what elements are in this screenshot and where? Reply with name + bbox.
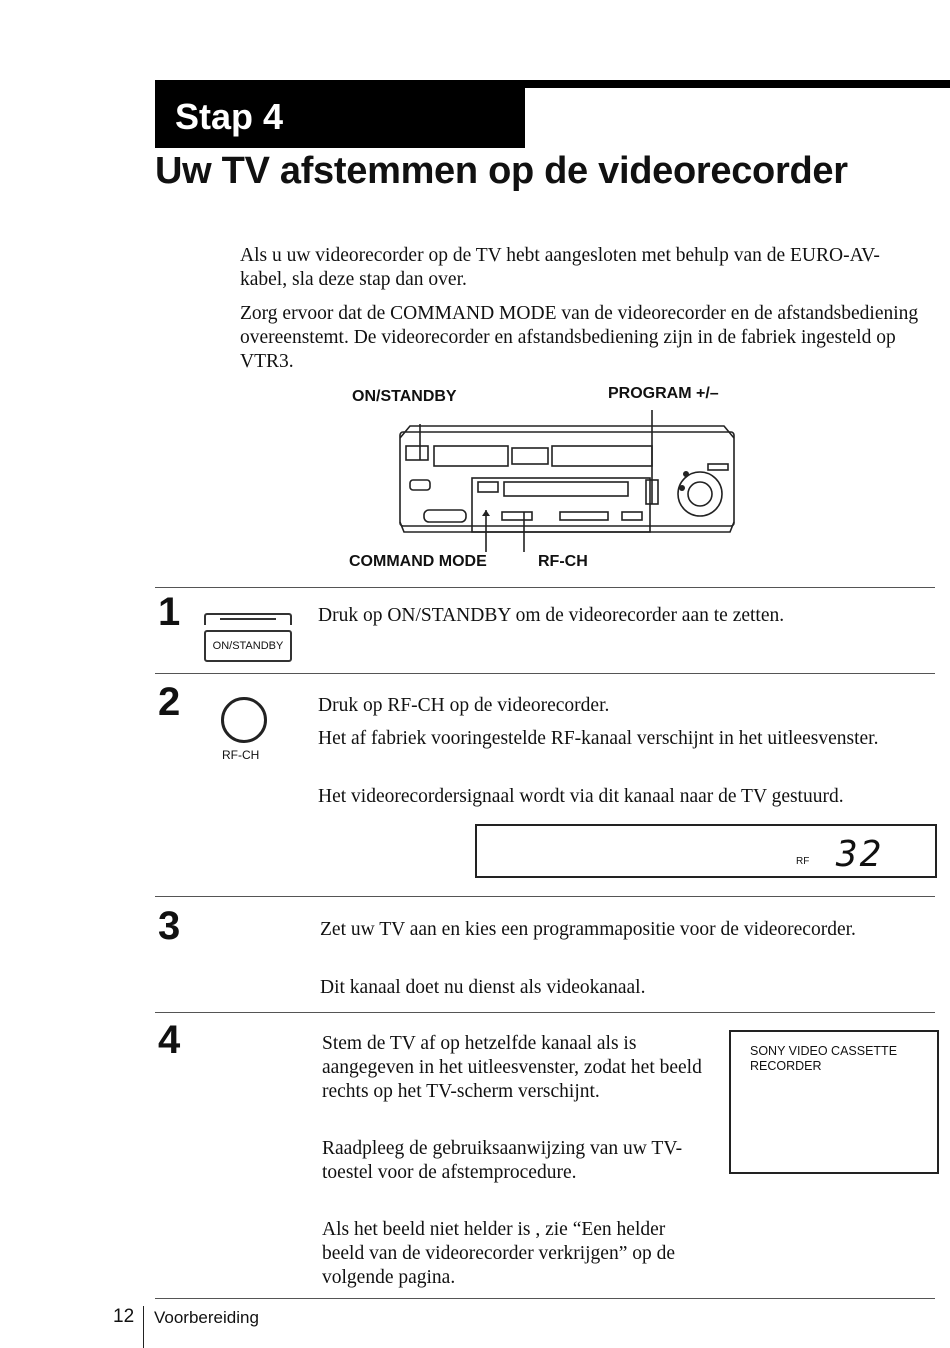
section-rule-2 xyxy=(155,673,935,674)
step-number-3: 3 xyxy=(158,904,181,948)
step-number-4: 4 xyxy=(158,1018,181,1062)
vcr-illustration xyxy=(390,404,750,554)
intro-paragraph-2: Zorg ervoor dat de COMMAND MODE van de videorecorder en de afstandsbediening overeenstemt. De videorecorder en afstandsbediening zijn in de fabriek ingesteld op VTR3. xyxy=(240,303,919,372)
step-number-2: 2 xyxy=(158,680,181,724)
page-title: Uw TV afstemmen op de videorecorder xyxy=(155,150,848,192)
onstandby-button-icon: ON/STANDBY xyxy=(204,630,292,662)
step-3-text-2: Dit kanaal doet nu dienst als videokanaal. xyxy=(320,977,646,998)
intro-paragraph-1: Als u uw videorecorder op de TV hebt aangesloten met behulp van de EURO-AV-kabel, sla deze stap dan over. xyxy=(240,245,880,290)
step-3-text-1: Zet uw TV aan en kies een programmapositie voor de videorecorder. xyxy=(320,919,856,940)
tv-screen-text: SONY VIDEO CASSETTE RECORDER xyxy=(750,1044,898,1073)
step-2-text-3: Het videorecordersignaal wordt via dit kanaal naar de TV gestuurd. xyxy=(318,786,844,807)
page-number: 12 xyxy=(113,1306,135,1327)
rfch-button-label: RF-CH xyxy=(222,748,260,762)
rfch-button-icon xyxy=(221,697,267,743)
header-rule xyxy=(155,80,950,88)
step-2-text-2: Het af fabriek vooringestelde RF-kanaal verschijnt in het uitleesvenster. xyxy=(318,728,879,749)
onstandby-button-top xyxy=(204,613,292,625)
footer-section: Voorbereiding xyxy=(154,1308,259,1327)
footer-rule xyxy=(155,1298,935,1299)
label-rfch: RF-CH xyxy=(538,553,588,570)
step-label: Stap 4 xyxy=(175,96,284,137)
display-channel-value: 32 xyxy=(836,834,884,875)
step-1-text: Druk op ON/STANDBY om de videorecorder aan te zetten. xyxy=(318,605,785,626)
step-4-text-1: Stem de TV af op hetzelfde kanaal als is aangegeven in het uitleesvenster, zodat het beeld rechts op het TV-scherm verschijnt. xyxy=(322,1033,702,1102)
label-program: PROGRAM +/– xyxy=(608,385,719,402)
footer-divider xyxy=(143,1306,144,1348)
step-4-text-3: Als het beeld niet helder is , zie “Een helder beeld van de videorecorder verkrijgen” op de volgende pagina. xyxy=(322,1219,675,1288)
step-2-text-1: Druk op RF-CH op de videorecorder. xyxy=(318,695,610,716)
step-number-1: 1 xyxy=(158,590,181,634)
display-rf-prefix: RF xyxy=(796,856,810,867)
step-4-text-2: Raadpleeg de gebruiksaanwijzing van uw TV-toestel voor de afstemprocedure. xyxy=(322,1138,683,1183)
label-onstandby: ON/STANDBY xyxy=(352,388,457,405)
section-rule-1 xyxy=(155,587,935,588)
section-rule-4 xyxy=(155,1012,935,1013)
label-command-mode: COMMAND MODE xyxy=(349,553,487,570)
section-rule-3 xyxy=(155,896,935,897)
